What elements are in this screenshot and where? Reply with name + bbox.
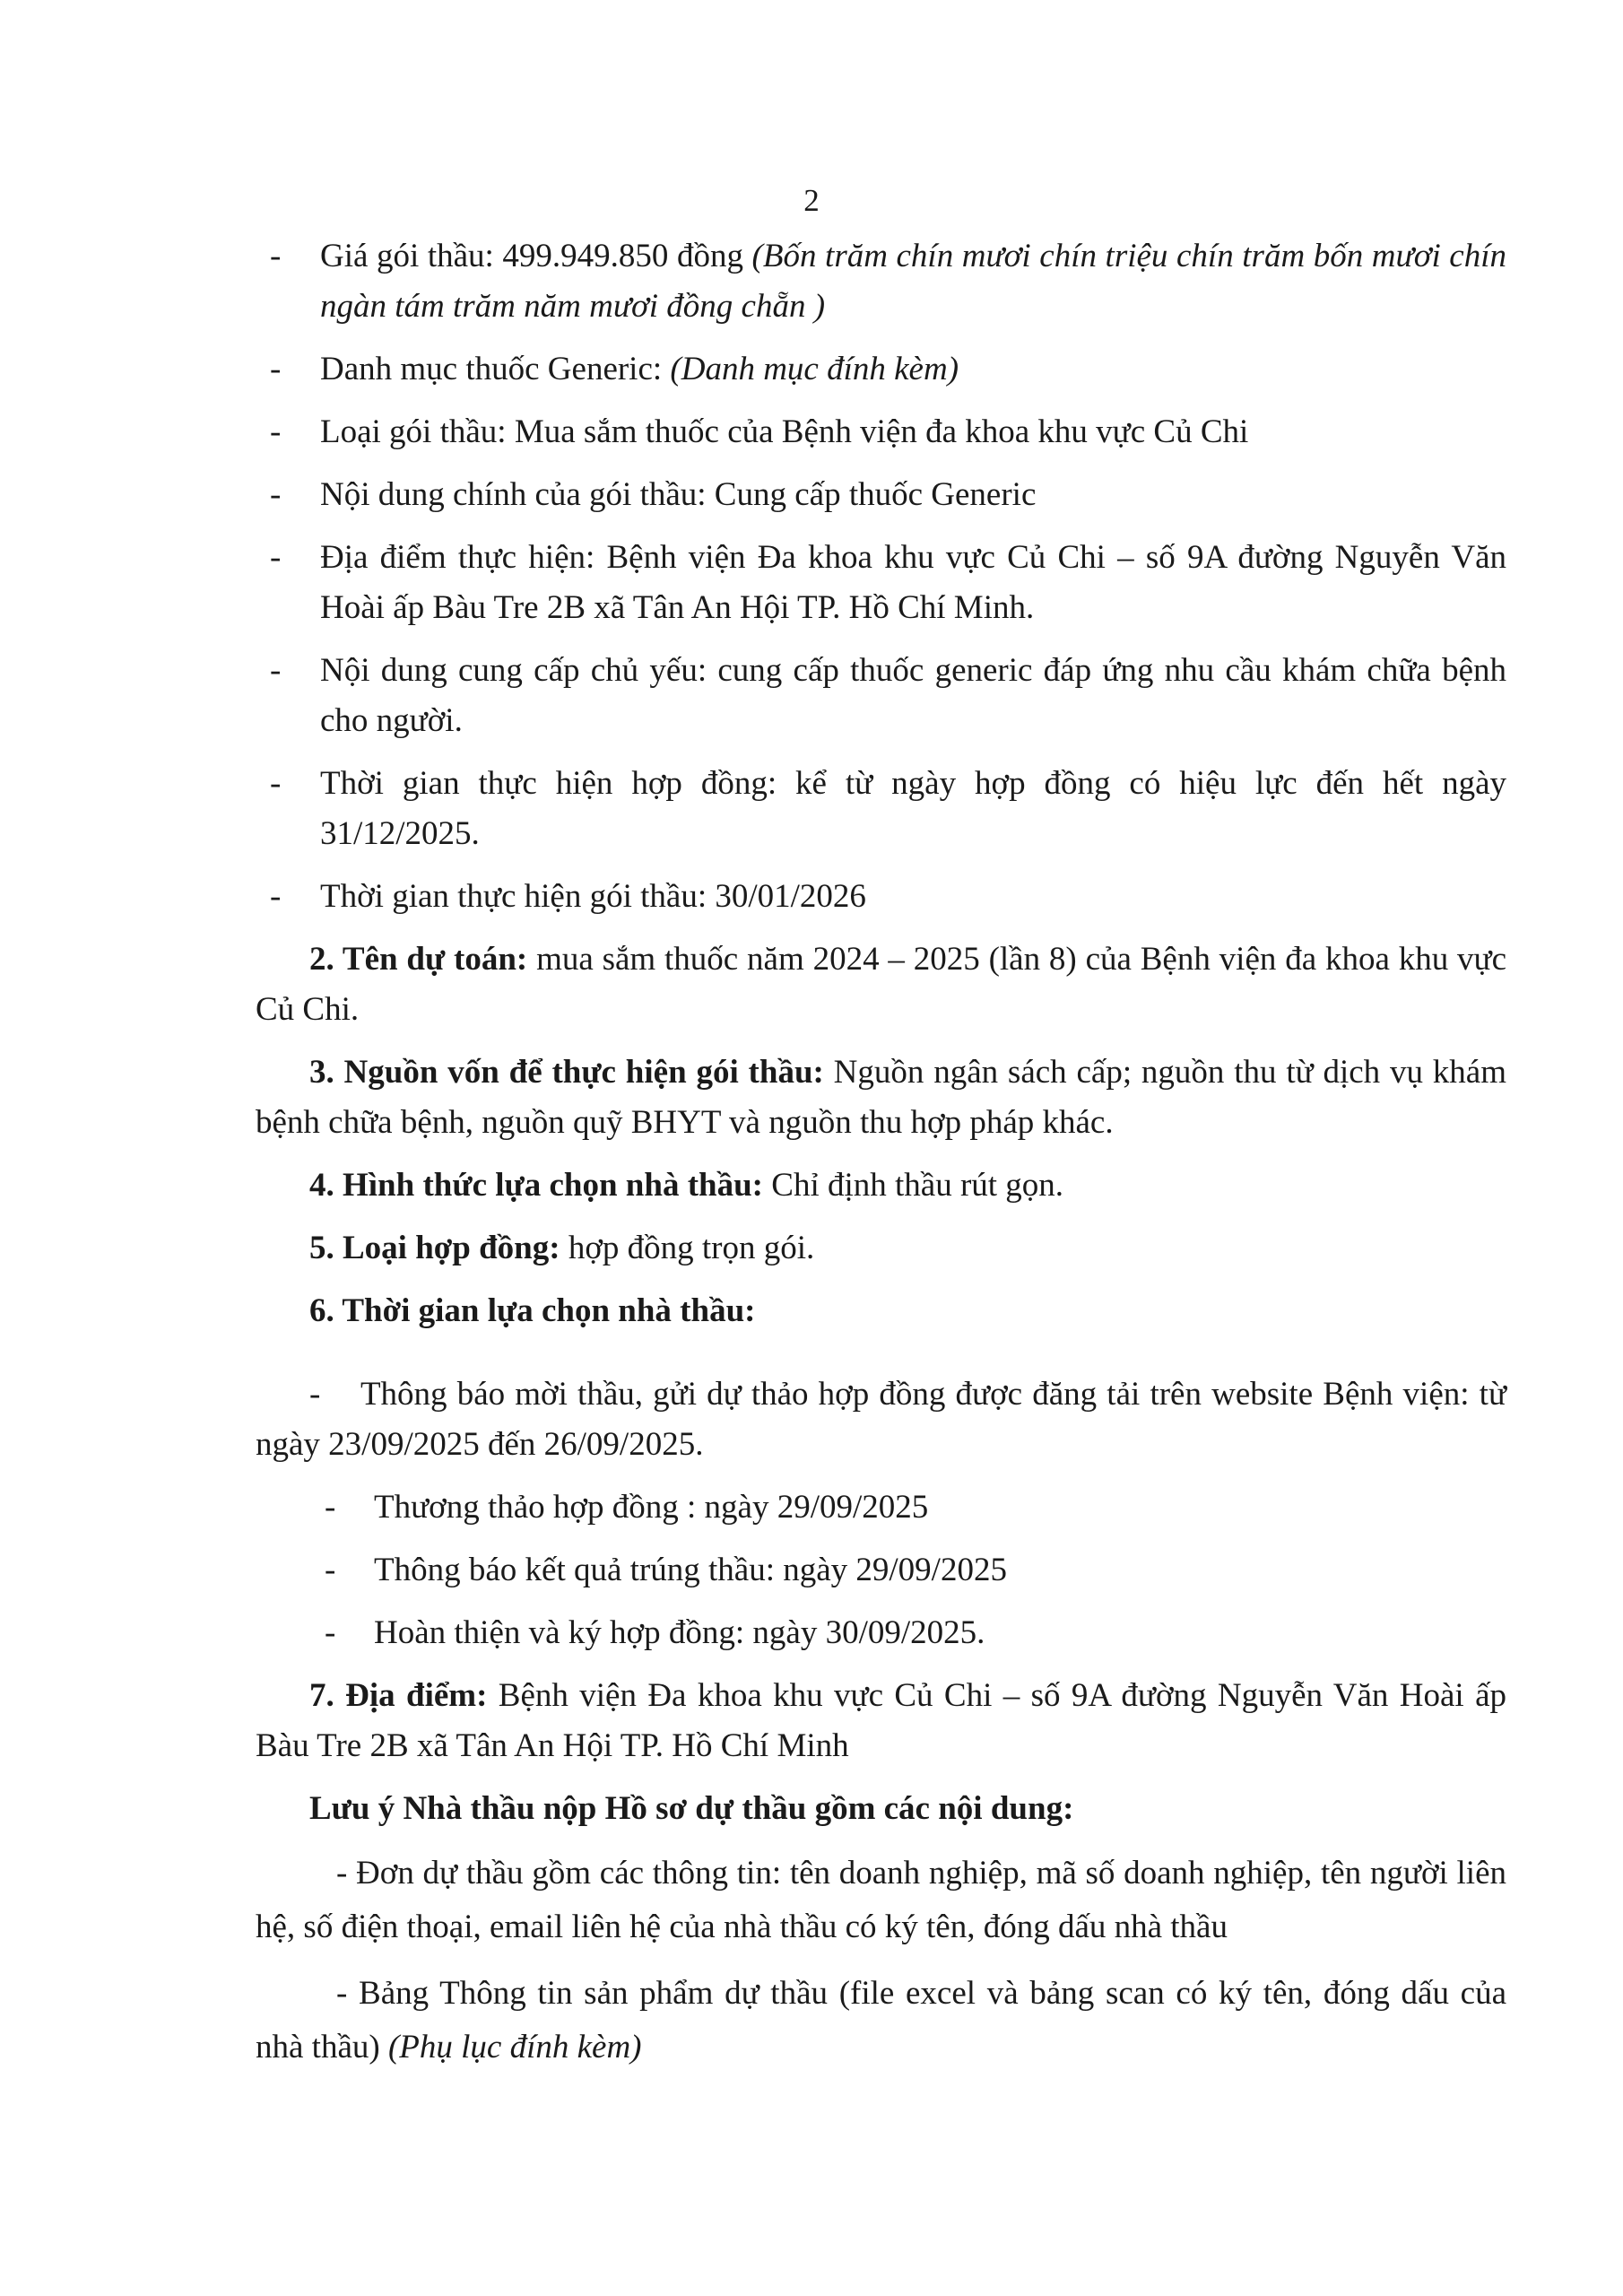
bullet-dash: - <box>270 765 282 802</box>
bullet-main-content <box>256 470 1506 520</box>
bullet-package-price <box>256 231 1506 332</box>
bullet-text: Loại gói thầu: Mua sắm thuốc của Bệnh viện đa khoa khu vực Củ Chi <box>320 413 1249 450</box>
section-text: Nguồn ngân sách cấp; nguồn thu từ dịch vụ khám bệnh chữa bệnh, nguồn quỹ BHYT và nguồn thu hợp pháp khác. <box>256 1054 1507 1141</box>
section-contract-type <box>256 1223 1506 1274</box>
bullet-generic-list <box>256 344 1506 395</box>
bullet-text: Nội dung cung cấp chủ yếu: cung cấp thuốc generic đáp ứng nhu cầu khám chữa bệnh cho người. <box>320 652 1506 739</box>
bullet-dash: - <box>270 238 282 274</box>
section-text: mua sắm thuốc năm 2024 – 2025 (lần 8) của Bệnh viện đa khoa khu vực Củ Chi. <box>256 941 1506 1028</box>
section-text: Chỉ định thầu rút gọn. <box>763 1167 1064 1204</box>
bullet-italic: (Bốn trăm chín mươi chín triệu chín trăm bốn mươi chín ngàn tám trăm năm mươi đồng chẵn ) <box>320 238 1507 325</box>
section-selection-time <box>256 1286 1506 1336</box>
timeline-dash: - <box>325 1552 336 1588</box>
note-italic: (Phụ lục đính kèm) <box>387 2029 642 2066</box>
note-item-bid-form: - Đơn dự thầu gồm các thông tin: tên doanh nghiệp, mã số doanh nghiệp, tên người liên hệ, số điện thoại, email liên hệ của nhà thầu có ký tên, đóng dấu nhà thầu <box>256 1855 1506 1945</box>
bullet-dash: - <box>270 878 282 915</box>
bullet-italic: (Danh mục đính kèm) <box>670 351 959 387</box>
timeline-text: Thông báo kết quả trúng thầu: ngày 29/09/2025 <box>374 1552 1007 1588</box>
section-location <box>256 1671 1506 1771</box>
bullet-dash: - <box>270 413 282 450</box>
bullet-text: Nội dung chính của gói thầu: Cung cấp thuốc Generic <box>320 476 1037 513</box>
section-label: 2. Tên dự toán: <box>309 941 528 978</box>
timeline-text: Thương thảo hợp đồng : ngày 29/09/2025 <box>374 1489 929 1526</box>
timeline-item-signing <box>256 1608 1506 1658</box>
bullet-location <box>256 533 1506 633</box>
timeline-dash: - <box>309 1376 321 1413</box>
bullet-text: Địa điểm thực hiện: Bệnh viện Đa khoa khu vực Củ Chi – số 9A đường Nguyễn Văn Hoài ấp Bàu Tre 2B xã Tân An Hội TP. Hồ Chí Minh. <box>320 539 1506 626</box>
section-label: 6. Thời gian lựa chọn nhà thầu: <box>309 1292 756 1329</box>
section-funding-source <box>256 1048 1506 1148</box>
section-label: 3. Nguồn vốn để thực hiện gói thầu: <box>309 1054 824 1091</box>
section-label: 4. Hình thức lựa chọn nhà thầu: <box>309 1167 764 1204</box>
bullet-text: Thời gian thực hiện hợp đồng: kể từ ngày hợp đồng có hiệu lực đến hết ngày 31/12/2025. <box>320 765 1506 852</box>
page-number: 2 <box>803 183 820 218</box>
section-selection-method <box>256 1161 1506 1211</box>
bullet-contract-period <box>256 759 1506 859</box>
bullet-dash: - <box>270 351 282 387</box>
bullet-package-period <box>256 872 1506 922</box>
bullet-dash: - <box>270 652 282 689</box>
bullet-dash: - <box>270 476 282 513</box>
timeline-text: Hoàn thiện và ký hợp đồng: ngày 30/09/2025. <box>374 1614 985 1651</box>
section-label: 5. Loại hợp đồng: <box>309 1230 560 1266</box>
timeline-dash: - <box>325 1614 336 1651</box>
bullet-text: Danh mục thuốc Generic: <box>320 351 671 387</box>
timeline-text: Thông báo mời thầu, gửi dự thảo hợp đồng được đăng tải trên website Bệnh viện: từ ngày 23/09/2025 đến 26/09/2025. <box>256 1376 1507 1463</box>
bullet-text: Thời gian thực hiện gói thầu: 30/01/2026 <box>320 878 866 915</box>
section-text: Bệnh viện Đa khoa khu vực Củ Chi – số 9A đường Nguyễn Văn Hoài ấp Bàu Tre 2B xã Tân An Hội TP. Hồ Chí Minh <box>256 1677 1506 1764</box>
note-text: - Bảng Thông tin sản phẩm dự thầu (file excel và bảng scan có ký tên, đóng dấu của nhà thầu) <box>256 1975 1506 2066</box>
bullet-supply-content <box>256 646 1506 746</box>
timeline-item-invitation <box>256 1370 1506 1470</box>
timeline-dash: - <box>325 1489 336 1526</box>
bullet-package-type <box>256 407 1506 457</box>
note-heading: Lưu ý Nhà thầu nộp Hồ sơ dự thầu gồm các nội dung: <box>309 1790 1074 1827</box>
section-estimate-name <box>256 935 1506 1035</box>
timeline-item-result <box>256 1545 1506 1596</box>
bullet-dash: - <box>270 539 282 576</box>
section-text: hợp đồng trọn gói. <box>560 1230 815 1266</box>
timeline-item-negotiation <box>256 1483 1506 1533</box>
note-item-product-table <box>256 1967 1506 2074</box>
document-body <box>256 231 1506 2087</box>
bullet-text: Giá gói thầu: 499.949.850 đồng <box>320 238 752 274</box>
section-label: 7. Địa điểm: <box>309 1677 488 1714</box>
